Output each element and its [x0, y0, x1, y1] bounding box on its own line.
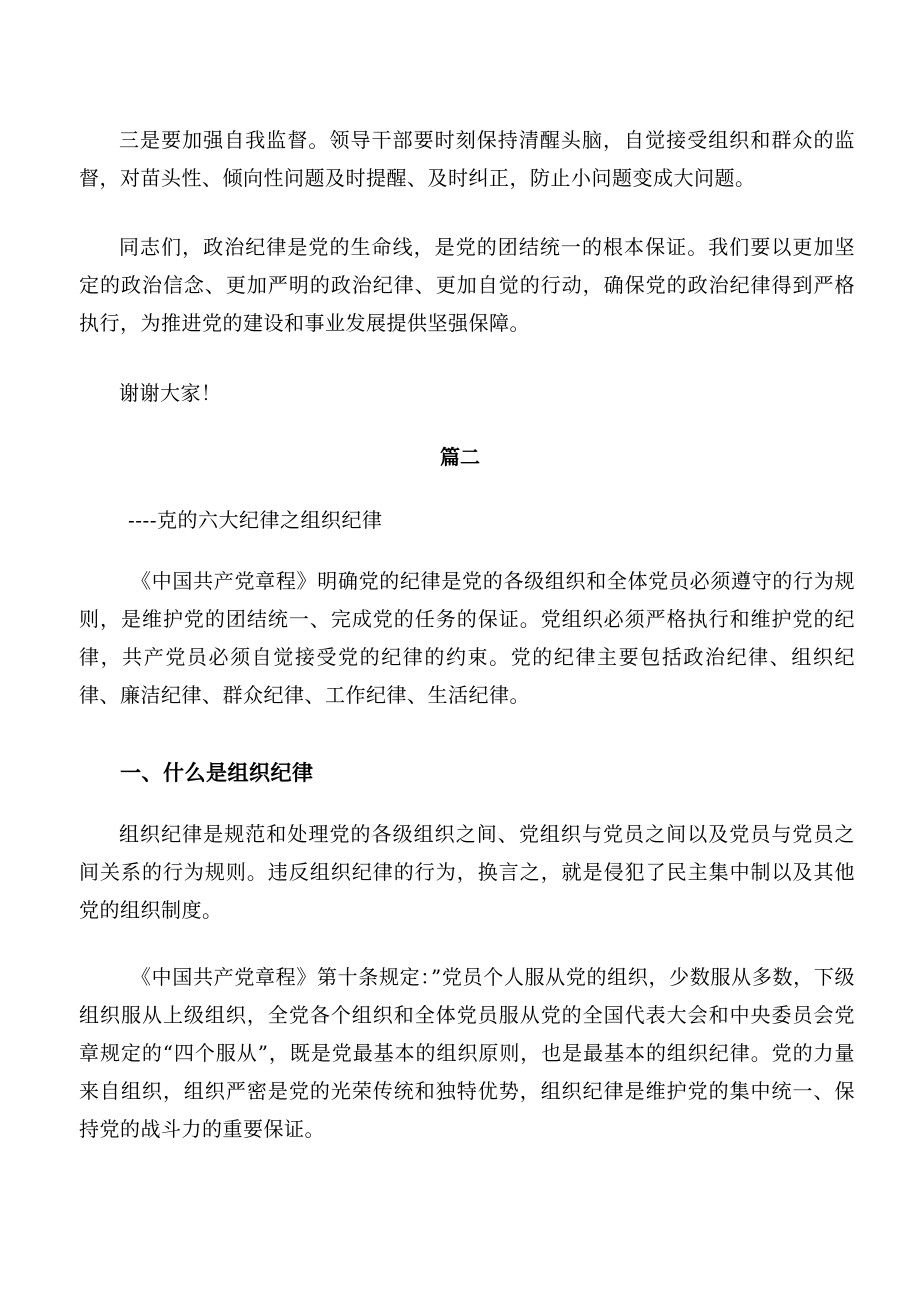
closing-thanks: 谢谢大家！ [119, 381, 222, 405]
paragraph-party-constitution: 《中国共产党章程》明确党的纪律是党的各级组织和全体党员必须遵守的行为规则，是维护党的团结统一、完成党的任务的保证。党组织必须严格执行和维护党的纪律，共产党员必须自觉接受党的纪律的约束。党的纪律主要包括政治纪律、组织纪律、廉洁纪律、群众纪律、工作纪律、生活纪律。 [79, 569, 855, 707]
paragraph-self-supervision: 三是要加强自我监督。领导干部要时刻保持清醒头脑，自觉接受组织和群众的监督，对苗头性、倾向性问题及时提醒、及时纠正，防止小问题变成大问题。 [79, 128, 855, 190]
section-subtitle: ----克的六大纪律之组织纪律 [128, 508, 383, 532]
paragraph-definition: 组织纪律是规范和处理党的各级组织之间、党组织与党员之间以及党员与党员之间关系的行为规则。违反组织纪律的行为，换言之，就是侵犯了民主集中制以及其他党的组织制度。 [79, 822, 855, 922]
section-title: 篇二 [440, 445, 480, 469]
paragraph-political-discipline: 同志们，政治纪律是党的生命线，是党的团结统一的根本保证。我们要以更加坚定的政治信念、更加严明的政治纪律、更加自觉的行动，确保党的政治纪律得到严格执行，为推进党的建设和事业发展提供坚强保障。 [79, 235, 855, 335]
heading-what-is-organizational-discipline: 一、什么是组织纪律 [120, 760, 314, 785]
paragraph-article-ten: 《中国共产党章程》第十条规定：”党员个人服从党的组织，少数服从多数，下级组织服从上级组织，全党各个组织和全体党员服从党的全国代表大会和中央委员会党章规定的“四个服从”，既是党最基本的组织原则，也是最基本的组织纪律。党的力量来自组织，组织严密是党的光荣传统和独特优势，组织纪律是维护党的集中统一、保持党的战斗力的重要保证。 [79, 965, 855, 1141]
